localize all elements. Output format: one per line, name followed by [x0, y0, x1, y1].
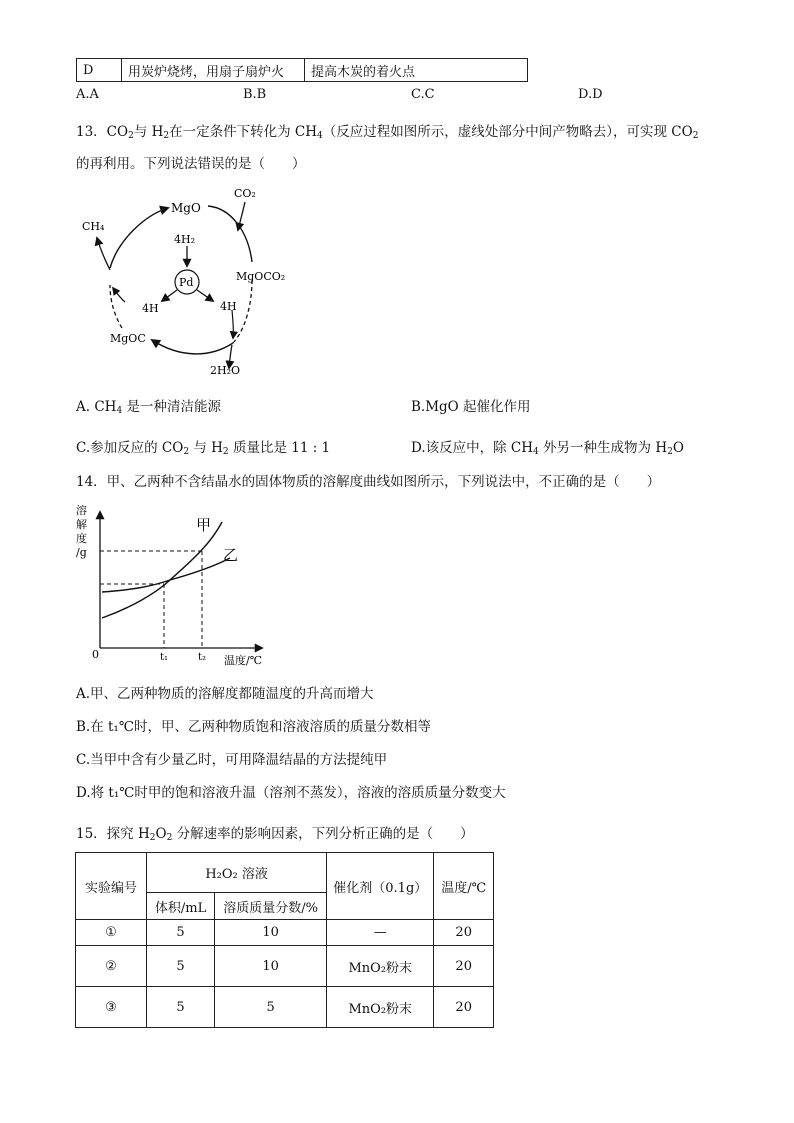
q14-option-d: D.将 t₁℃时甲的饱和溶液升温（溶剂不蒸发），溶液的溶质质量分数变大 [76, 785, 506, 801]
table-row [76, 987, 494, 1028]
arrow [197, 290, 213, 301]
label-4h-right: 4H [220, 300, 237, 313]
table-cell: 提高木炭的着火点 [305, 59, 528, 82]
y-axis-label: /g [76, 546, 87, 559]
label-2h2o: 2H₂O [210, 364, 241, 377]
cell-catalyst: — [327, 920, 434, 946]
cell-temp: 20 [434, 920, 494, 946]
cell-temp: 20 [434, 987, 494, 1028]
label-mgo: MgO [171, 201, 201, 215]
y-axis-label: 溶 [76, 504, 87, 517]
label-mgoc: MgOC [110, 332, 146, 345]
table-row [76, 920, 494, 946]
y-axis-label: 解 [76, 518, 87, 531]
q14-option-b: B.在 t₁℃时，甲、乙两种物质饱和溶液溶质的质量分数相等 [76, 719, 431, 735]
q13-option-a: A. $CH_4$ 是一种清洁能源 [76, 399, 221, 416]
series-jia-curve [102, 522, 222, 618]
arrow [232, 310, 233, 338]
q12-option-c: C.C [411, 87, 435, 102]
label-pd: Pd [179, 276, 194, 289]
cell-id: ③ [76, 987, 147, 1028]
series-yi-curve [102, 558, 230, 592]
table-cell: 用炭炉烧烤，用扇子扇炉火 [122, 59, 305, 82]
q14-stem: 14．甲、乙两种不含结晶水的固体物质的溶解度曲线如图所示，下列说法中，不正确的是（ ） [76, 474, 661, 490]
label-mgoco2: MgOCO₂ [236, 270, 286, 283]
cell-catalyst: MnO₂粉末 [327, 946, 434, 987]
q15-stem: 15．探究 $H_2O_2$ 分解速率的影响因素，下列分析正确的是（ ） [76, 826, 474, 843]
cycle-arc [110, 208, 168, 268]
cell-volume: 5 [147, 920, 215, 946]
header-solution: H₂O₂ 溶液 [147, 853, 327, 893]
x-axis-label: 温度/℃ [224, 654, 263, 667]
cell-id: ① [76, 920, 147, 946]
y-axis-label: 度 [76, 532, 87, 545]
arrow [113, 288, 125, 302]
label-ch4: CH₄ [82, 220, 105, 233]
label-co2: CO₂ [234, 187, 256, 200]
cycle-arc [152, 340, 233, 354]
x-tick-t2: t₂ [198, 652, 207, 663]
q12-option-d: D.D [578, 87, 603, 102]
cell-fraction: 10 [215, 920, 327, 946]
experiment-table [75, 852, 494, 1028]
header-temp: 温度/℃ [434, 853, 494, 920]
cell-temp: 20 [434, 946, 494, 987]
cell-fraction: 5 [215, 987, 327, 1028]
table-row [76, 946, 494, 987]
series-jia-label: 甲 [196, 516, 212, 534]
cell-catalyst: MnO₂粉末 [327, 987, 434, 1028]
header-catalyst: 催化剂（0.1g） [327, 853, 434, 920]
q13-option-b: B.MgO 起催化作用 [411, 399, 531, 415]
q13-option-d: D.该反应中，除 $CH_4$ 外另一种生成物为 $H_2O$ [411, 440, 684, 457]
table-cell: D [77, 59, 122, 82]
label-4h-left: 4H [142, 302, 159, 315]
cycle-arc [208, 206, 252, 262]
origin-label: 0 [92, 648, 99, 661]
arrow [97, 238, 110, 270]
q14-option-c: C.当甲中含有少量乙时，可用降温结晶的方法提纯甲 [76, 752, 388, 768]
x-tick-t1: t₁ [160, 652, 169, 663]
header-fraction: 溶质质量分数/% [215, 893, 327, 920]
table-row [77, 59, 528, 82]
q13-stem: 13．$CO_2$与 $H_2$在一定条件下转化为 $CH_4$（反应过程如图所示，虚线处部分中间产物略去），可实现 $CO_2$ [76, 124, 699, 141]
series-yi-label: 乙 [223, 546, 239, 564]
q13-stem-line2: 的再利用。下列说法错误的是（ ） [76, 156, 306, 172]
label-4h2: 4H₂ [174, 233, 196, 246]
arrow [162, 290, 177, 301]
cell-volume: 5 [147, 987, 215, 1028]
q12-option-table [76, 58, 528, 82]
q14-option-a: A.甲、乙两种物质的溶解度都随温度的升高而增大 [76, 686, 374, 702]
header-id: 实验编号 [76, 853, 147, 920]
q13-option-c: C.参加反应的 $CO_2$ 与 $H_2$ 质量比是 11 : 1 [76, 440, 331, 457]
solubility-chart [70, 500, 280, 670]
q12-option-a: A.A [76, 87, 99, 102]
header-volume: 体积/mL [147, 893, 215, 920]
table-header-row [76, 853, 494, 893]
q12-option-b: B.B [243, 87, 267, 102]
cell-volume: 5 [147, 946, 215, 987]
cell-id: ② [76, 946, 147, 987]
arrow [238, 202, 245, 230]
cell-fraction: 10 [215, 946, 327, 987]
reaction-cycle-diagram [70, 180, 310, 385]
